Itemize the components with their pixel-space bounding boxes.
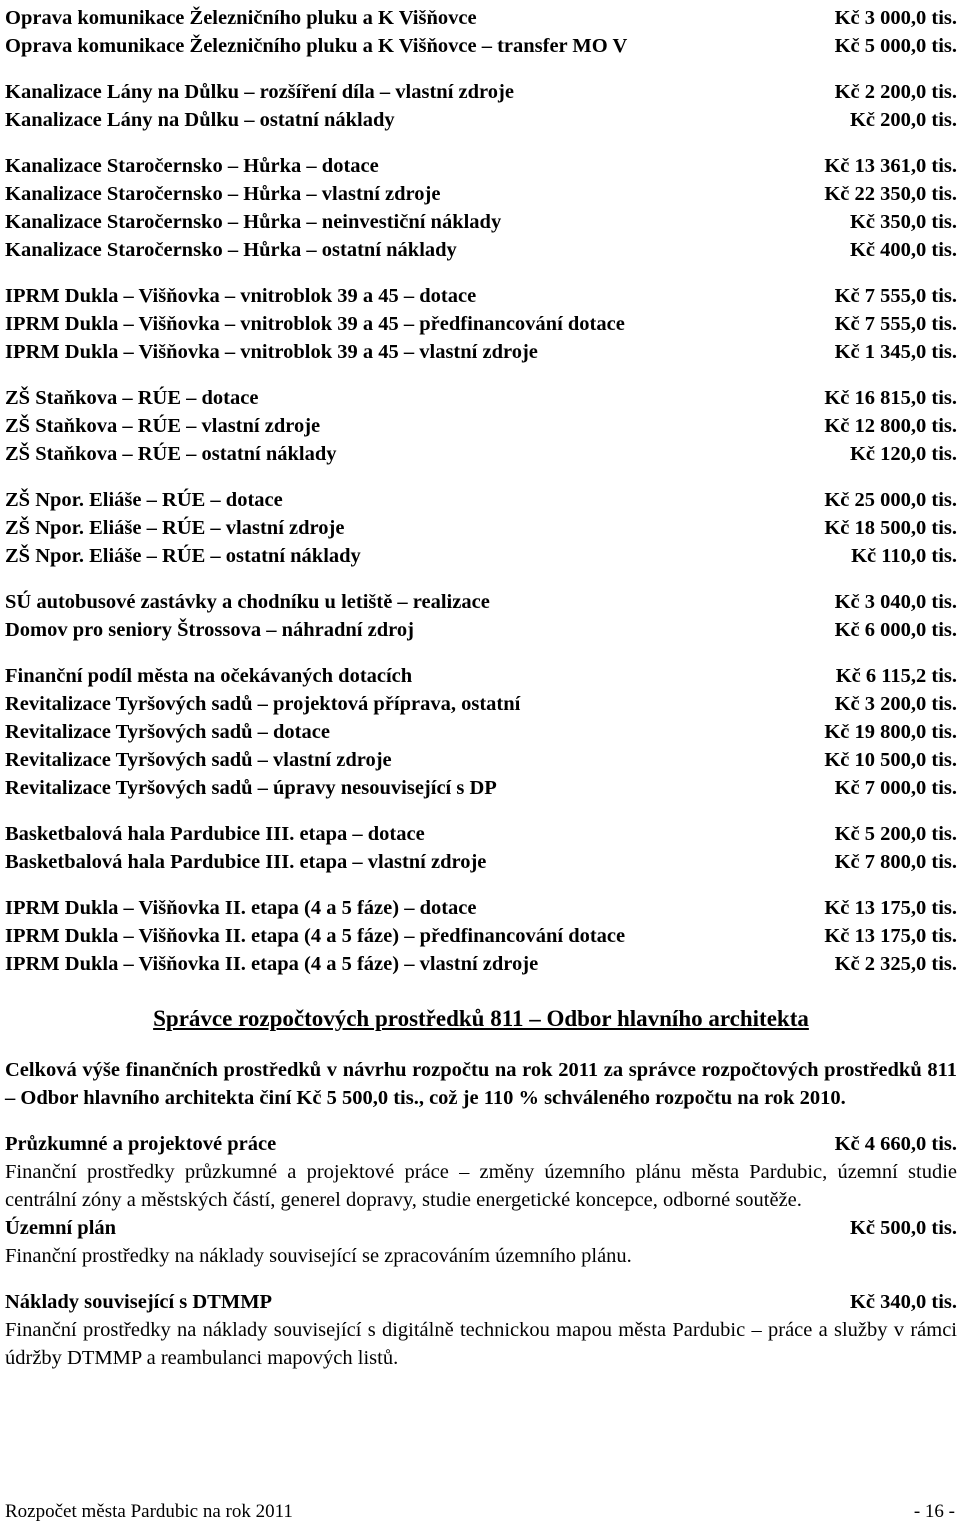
budget-item-label: Revitalizace Tyršových sadů – projektová příprava, ostatní [5,693,521,715]
budget-row [5,690,957,718]
budget-item-label: ZŠ Staňkova – RÚE – ostatní náklady [5,443,337,465]
budget-item-amount: Kč 6 000,0 tis. [834,619,957,641]
budget-item-label: ZŠ Npor. Eliáše – RÚE – vlastní zdroje [5,517,345,539]
budget-row [5,106,957,134]
budget-item-amount: Kč 200,0 tis. [849,109,957,131]
section-amount: Kč 500,0 tis. [849,1217,957,1239]
budget-row [5,774,957,802]
budget-row [5,412,957,440]
page-number: - 16 - [913,1501,955,1522]
budget-item-amount: Kč 400,0 tis. [849,239,957,261]
budget-item-amount: Kč 18 500,0 tis. [824,517,957,539]
budget-item-label: Kanalizace Lány na Důlku – rozšíření díla – vlastní zdroje [5,81,514,103]
budget-item-amount: Kč 7 555,0 tis. [834,285,957,307]
budget-item-label: IPRM Dukla – Višňovka II. etapa (4 a 5 fáze) – předfinancování dotace [5,925,626,947]
budget-item-label: Basketbalová hala Pardubice III. etapa – dotace [5,823,425,845]
budget-group [5,486,957,570]
budget-row [5,616,957,644]
budget-item-label: Revitalizace Tyršových sadů – dotace [5,721,330,743]
budget-group [5,662,957,802]
document-page [5,4,957,1372]
budget-item-label: ZŠ Staňkova – RÚE – dotace [5,387,259,409]
budget-item-amount: Kč 3 000,0 tis. [834,7,957,29]
budget-group [5,588,957,644]
budget-row [5,662,957,690]
section-amount: Kč 4 660,0 tis. [834,1133,957,1155]
budget-item-amount: Kč 16 815,0 tis. [824,387,957,409]
budget-item-label: IPRM Dukla – Višňovka II. etapa (4 a 5 fáze) – vlastní zdroje [5,953,539,975]
budget-item-amount: Kč 110,0 tis. [851,545,957,567]
budget-row [5,208,957,236]
intro-paragraph: Celková výše finančních prostředků v návrhu rozpočtu na rok 2011 za správce rozpočtových prostředků 811 – Odbor hlavního architekta činí Kč 5 500,0 tis., což je 110 % schváleného rozpočtu na rok 2010. [5,1059,957,1109]
budget-item-amount: Kč 5 000,0 tis. [834,35,957,57]
budget-group [5,78,957,134]
budget-row [5,894,957,922]
budget-row [5,310,957,338]
budget-item-label: Finanční podíl města na očekávaných dotacích [5,665,413,687]
footer-title: Rozpočet města Pardubic na rok 2011 [5,1501,293,1522]
budget-section [5,1130,957,1214]
budget-item-amount: Kč 2 200,0 tis. [834,81,957,103]
budget-item-label: Kanalizace Staročernsko – Hůrka – dotace [5,155,379,177]
budget-item-label: Revitalizace Tyršových sadů – úpravy nesouvisející s DP [5,777,497,799]
section-description: Finanční prostředky průzkumné a projektové práce – změny územního plánu města Pardubic, územní studie centrální zóny a městských částí, generel dopravy, studie energetické koncepce, odborné soutěže. [5,1161,957,1211]
budget-row [5,950,957,978]
budget-row [5,820,957,848]
budget-group [5,894,957,978]
budget-item-label: Oprava komunikace Železničního pluku a K Višňovce – transfer MO V [5,35,628,57]
budget-item-label: Domov pro seniory Štrossova – náhradní zdroj [5,619,414,641]
budget-row [5,4,957,32]
section-heading: Správce rozpočtových prostředků 811 – Odbor hlavního architekta [153,1006,809,1031]
budget-item-amount: Kč 5 200,0 tis. [834,823,957,845]
budget-row [5,180,957,208]
budget-item-label: ZŠ Staňkova – RÚE – vlastní zdroje [5,415,321,437]
budget-item-amount: Kč 10 500,0 tis. [824,749,957,771]
budget-row [5,542,957,570]
budget-item-list [5,4,957,978]
budget-item-amount: Kč 13 361,0 tis. [824,155,957,177]
section-header [5,1130,957,1158]
budget-row [5,236,957,264]
budget-group [5,384,957,468]
budget-row [5,78,957,106]
budget-row [5,282,957,310]
budget-item-label: Kanalizace Lány na Důlku – ostatní náklady [5,109,395,131]
budget-item-label: Kanalizace Staročernsko – Hůrka – neinvestiční náklady [5,211,502,233]
budget-item-amount: Kč 7 800,0 tis. [834,851,957,873]
budget-item-amount: Kč 13 175,0 tis. [824,897,957,919]
budget-item-label: Oprava komunikace Železničního pluku a K Višňovce [5,7,477,29]
budget-row [5,440,957,468]
budget-row [5,514,957,542]
budget-item-amount: Kč 19 800,0 tis. [824,721,957,743]
section-description: Finanční prostředky na náklady související se zpracováním územního plánu. [5,1245,632,1267]
budget-row [5,152,957,180]
budget-item-label: ZŠ Npor. Eliáše – RÚE – ostatní náklady [5,545,361,567]
budget-row [5,338,957,366]
budget-row [5,384,957,412]
budget-group [5,4,957,60]
budget-row [5,922,957,950]
budget-item-amount: Kč 7 555,0 tis. [834,313,957,335]
budget-item-amount: Kč 2 325,0 tis. [834,953,957,975]
budget-row [5,32,957,60]
budget-item-amount: Kč 350,0 tis. [849,211,957,233]
section-title: Územní plán [5,1217,117,1239]
section-title: Průzkumné a projektové práce [5,1133,277,1155]
budget-row [5,848,957,876]
budget-item-amount: Kč 22 350,0 tis. [824,183,957,205]
budget-item-amount: Kč 120,0 tis. [849,443,957,465]
budget-group [5,282,957,366]
section-header [5,1214,957,1242]
budget-item-label: Kanalizace Staročernsko – Hůrka – ostatní náklady [5,239,457,261]
budget-section [5,1214,957,1270]
section-title: Náklady související s DTMMP [5,1291,273,1313]
budget-item-amount: Kč 7 000,0 tis. [834,777,957,799]
budget-item-amount: Kč 6 115,2 tis. [835,665,957,687]
budget-item-label: IPRM Dukla – Višňovka – vnitroblok 39 a 45 – vlastní zdroje [5,341,538,363]
budget-item-label: IPRM Dukla – Višňovka – vnitroblok 39 a 45 – dotace [5,285,477,307]
budget-row [5,746,957,774]
budget-item-label: Kanalizace Staročernsko – Hůrka – vlastní zdroje [5,183,441,205]
section-amount: Kč 340,0 tis. [849,1291,957,1313]
section-header [5,1288,957,1316]
budget-item-label: IPRM Dukla – Višňovka II. etapa (4 a 5 fáze) – dotace [5,897,477,919]
architect-sections [5,1130,957,1372]
budget-row [5,718,957,746]
budget-item-label: Basketbalová hala Pardubice III. etapa – vlastní zdroje [5,851,487,873]
budget-item-amount: Kč 3 200,0 tis. [834,693,957,715]
section-description: Finanční prostředky na náklady související s digitálně technickou mapou města Pardubic – práce a služby v rámci údržby DTMMP a reambulanci mapových listů. [5,1319,957,1369]
budget-item-amount: Kč 1 345,0 tis. [834,341,957,363]
budget-row [5,588,957,616]
budget-item-amount: Kč 12 800,0 tis. [824,415,957,437]
budget-item-label: ZŠ Npor. Eliáše – RÚE – dotace [5,489,283,511]
budget-row [5,486,957,514]
budget-item-label: Revitalizace Tyršových sadů – vlastní zdroje [5,749,392,771]
budget-group [5,152,957,264]
budget-group [5,820,957,876]
budget-item-amount: Kč 3 040,0 tis. [834,591,957,613]
budget-item-amount: Kč 13 175,0 tis. [824,925,957,947]
budget-item-label: SÚ autobusové zastávky a chodníku u letiště – realizace [5,591,490,613]
page-footer [5,1500,955,1524]
budget-section [5,1288,957,1372]
budget-item-label: IPRM Dukla – Višňovka – vnitroblok 39 a 45 – předfinancování dotace [5,313,625,335]
budget-item-amount: Kč 25 000,0 tis. [824,489,957,511]
